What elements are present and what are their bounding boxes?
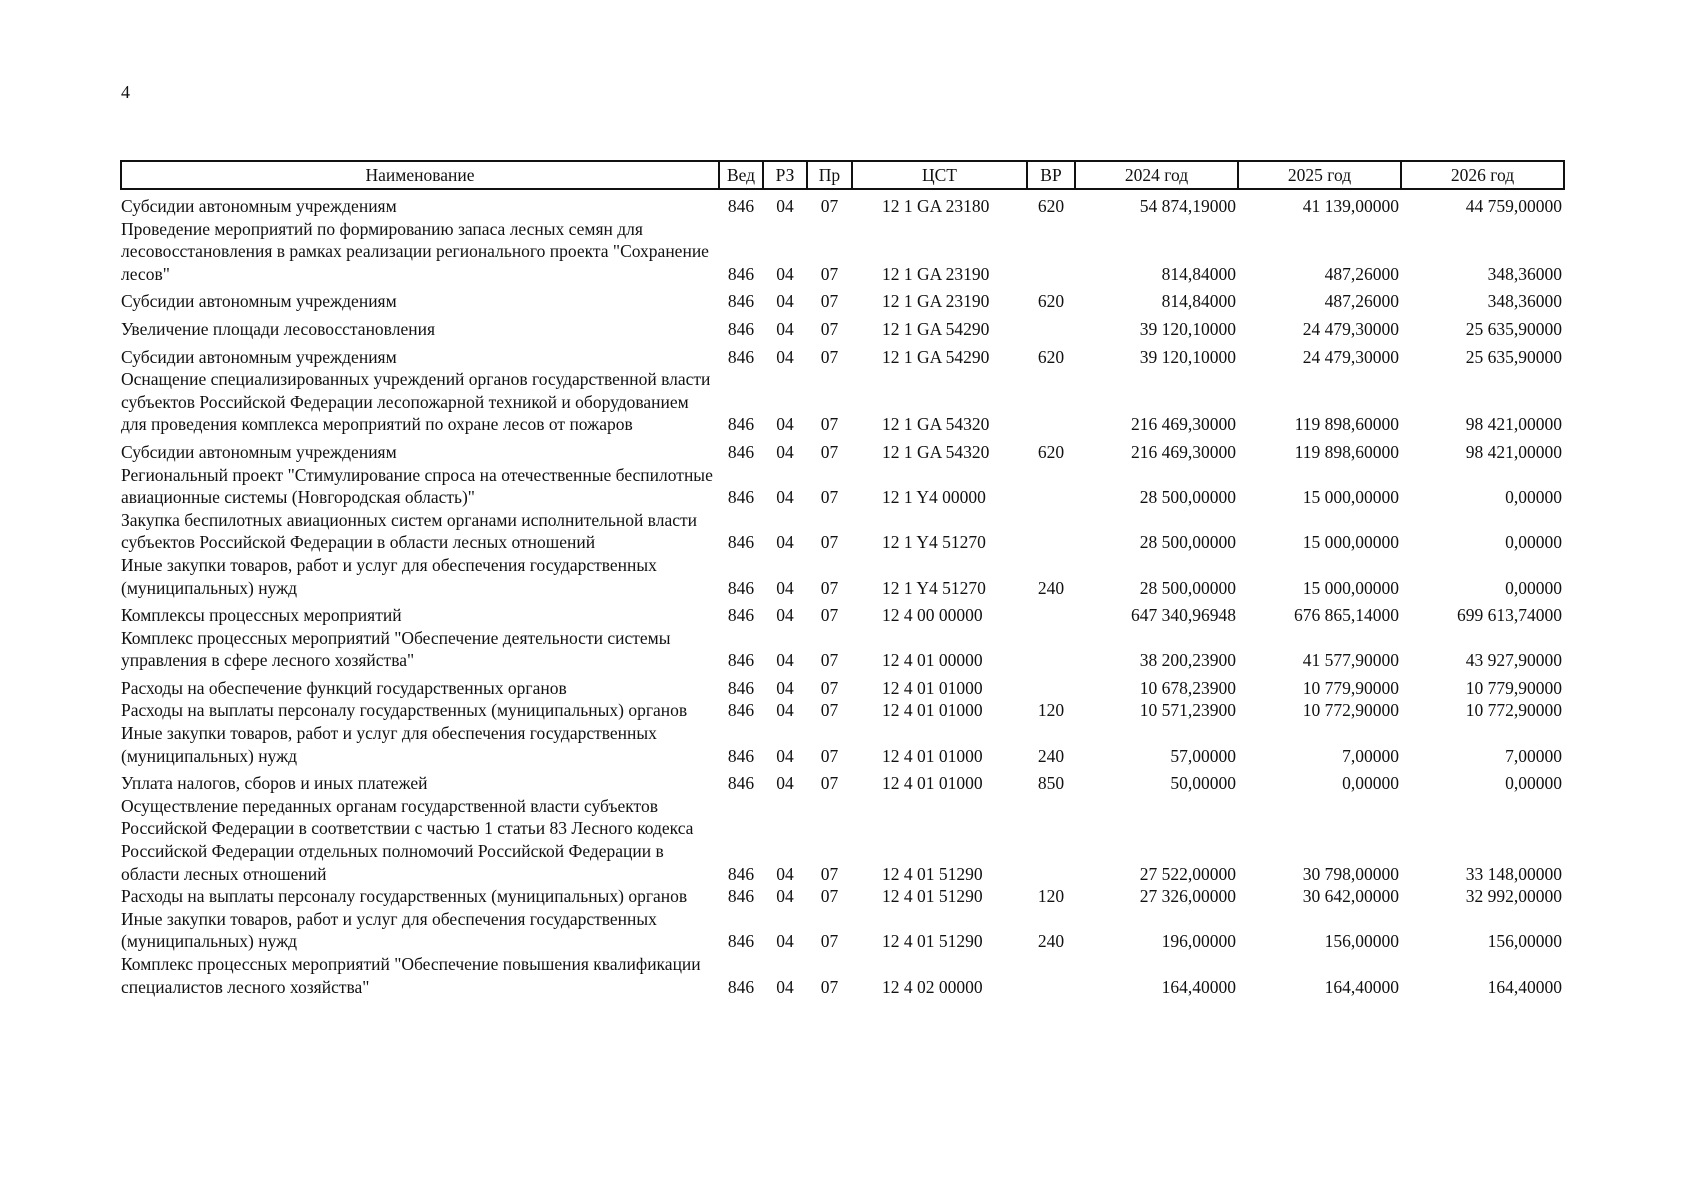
cell-y2025: 24 479,30000 (1302, 346, 1399, 367)
cell-name: Проведение мероприятий по формированию запаса лесных семян для лесовосстановления в рамках реализации регионального проекта "Сохранение лесов" (121, 218, 709, 284)
cell-vr: 240 (1037, 577, 1065, 598)
cell-y2024: 10 678,23900 (1139, 677, 1236, 698)
cell-pr: 07 (820, 346, 839, 367)
cell-y2026: 164,40000 (1487, 976, 1562, 997)
cell-cst: 12 4 00 00000 (882, 605, 983, 626)
cell-vr: 240 (1037, 931, 1065, 952)
cell-y2024: 814,84000 (1161, 263, 1236, 284)
cell-cst: 12 1 GA 54320 (882, 441, 990, 462)
cell-y2025: 41 139,00000 (1302, 196, 1399, 216)
cell-rz: 04 (776, 577, 794, 598)
cell-cst: 12 4 01 01000 (882, 745, 983, 766)
cell-vr: 240 (1037, 745, 1065, 766)
cell-ved: 846 (727, 487, 755, 508)
cell-name: Комплекс процессных мероприятий "Обеспечение повышения квалификации специалистов лесного хозяйства" (121, 954, 701, 997)
table-row (121, 953, 1564, 998)
cell-y2025: 119 898,60000 (1294, 441, 1399, 462)
table-row (121, 464, 1564, 509)
table-body (121, 189, 1564, 998)
cell-rz: 04 (776, 318, 794, 339)
cell-y2025: 164,40000 (1324, 976, 1399, 997)
cell-y2026: 25 635,90000 (1465, 318, 1562, 339)
cell-cst: 12 1 GA 54290 (882, 318, 990, 339)
table-row (121, 908, 1564, 953)
cell-cst: 12 1 GA 23180 (882, 196, 990, 216)
table-row (121, 767, 1564, 795)
cell-y2024: 38 200,23900 (1139, 650, 1236, 671)
cell-ved: 846 (727, 263, 755, 284)
cell-y2026: 0,00000 (1505, 773, 1562, 794)
cell-ved: 846 (727, 650, 755, 671)
cell-y2025: 41 577,90000 (1302, 650, 1399, 671)
cell-y2025: 7,00000 (1342, 745, 1399, 766)
cell-vr (1027, 953, 1075, 998)
cell-y2025: 30 798,00000 (1302, 863, 1399, 884)
cell-ved: 846 (727, 318, 755, 339)
cell-vr (1027, 672, 1075, 700)
cell-y2025: 487,26000 (1324, 263, 1399, 284)
cell-y2025: 15 000,00000 (1302, 532, 1399, 553)
cell-rz: 04 (776, 976, 794, 997)
cell-name: Субсидии автономным учреждениям (121, 346, 397, 367)
cell-cst: 12 1 GA 54320 (882, 414, 990, 435)
cell-y2026: 7,00000 (1505, 745, 1562, 766)
cell-cst: 12 4 02 00000 (882, 976, 983, 997)
cell-y2024: 814,84000 (1161, 291, 1236, 312)
table-row (121, 285, 1564, 313)
cell-cst: 12 4 01 01000 (882, 700, 983, 721)
header-2025: 2025 год (1238, 161, 1401, 189)
table-header-row (121, 161, 1564, 189)
cell-cst: 12 4 01 51290 (882, 886, 983, 907)
cell-y2026: 25 635,90000 (1465, 346, 1562, 367)
cell-name: Закупка беспилотных авиационных систем органами исполнительной власти субъектов Российской Федерации в области лесных отношений (121, 509, 697, 553)
header-pr: Пр (807, 161, 852, 189)
cell-rz: 04 (776, 414, 794, 435)
cell-rz: 04 (776, 346, 794, 367)
cell-rz: 04 (776, 196, 794, 216)
cell-cst: 12 4 01 01000 (882, 773, 983, 794)
cell-vr (1027, 218, 1075, 286)
cell-rz: 04 (776, 532, 794, 553)
cell-pr: 07 (820, 577, 839, 598)
cell-pr: 07 (820, 976, 839, 997)
cell-y2025: 0,00000 (1342, 773, 1399, 794)
cell-ved: 846 (727, 773, 755, 794)
cell-pr: 07 (820, 863, 839, 884)
cell-y2026: 44 759,00000 (1465, 196, 1562, 216)
cell-y2024: 57,00000 (1170, 745, 1236, 766)
cell-y2026: 0,00000 (1505, 487, 1562, 508)
cell-ved: 846 (727, 886, 755, 907)
cell-name: Расходы на выплаты персоналу государственных (муниципальных) органов (121, 886, 688, 907)
cell-y2025: 30 642,00000 (1302, 886, 1399, 907)
cell-name: Субсидии автономным учреждениям (121, 441, 397, 462)
table-row (121, 509, 1564, 554)
table-row (121, 313, 1564, 341)
cell-cst: 12 1 GA 54290 (882, 346, 990, 367)
cell-y2026: 348,36000 (1487, 291, 1562, 312)
cell-vr (1027, 795, 1075, 885)
header-vr: ВР (1027, 161, 1075, 189)
cell-vr (1027, 627, 1075, 672)
cell-rz: 04 (776, 487, 794, 508)
table-row (121, 218, 1564, 286)
cell-y2024: 39 120,10000 (1139, 346, 1236, 367)
cell-pr: 07 (820, 487, 839, 508)
cell-name: Расходы на обеспечение функций государственных органов (121, 677, 567, 698)
cell-y2024: 216 469,30000 (1131, 441, 1236, 462)
cell-y2024: 647 340,96948 (1131, 605, 1236, 626)
cell-y2025: 15 000,00000 (1302, 577, 1399, 598)
cell-ved: 846 (727, 863, 755, 884)
header-rz: РЗ (763, 161, 807, 189)
cell-y2025: 10 772,90000 (1302, 700, 1399, 721)
cell-name: Субсидии автономным учреждениям (121, 291, 397, 312)
cell-ved: 846 (727, 577, 755, 598)
cell-rz: 04 (776, 931, 794, 952)
cell-cst: 12 1 Y4 51270 (882, 532, 986, 553)
cell-ved: 846 (727, 677, 755, 698)
table-row (121, 368, 1564, 436)
cell-ved: 846 (727, 414, 755, 435)
cell-ved: 846 (727, 196, 755, 216)
cell-ved: 846 (727, 976, 755, 997)
cell-vr: 120 (1037, 886, 1065, 907)
cell-cst: 12 1 Y4 51270 (882, 577, 986, 598)
cell-pr: 07 (820, 196, 839, 216)
cell-name: Осуществление переданных органам государственной власти субъектов Российской Федерации в соответствии с частью 1 статьи 83 Лесного кодекса Российской Федерации отдельных полномочий Российской Федерации в области лесных отношений (121, 795, 694, 884)
cell-rz: 04 (776, 745, 794, 766)
cell-pr: 07 (820, 605, 839, 626)
cell-name: Иные закупки товаров, работ и услуг для обеспечения государственных (муниципальных) нужд (121, 908, 657, 952)
cell-y2026: 10 779,90000 (1465, 677, 1562, 698)
cell-y2025: 156,00000 (1324, 931, 1399, 952)
cell-rz: 04 (776, 605, 794, 626)
cell-ved: 846 (727, 346, 755, 367)
cell-name: Увеличение площади лесовосстановления (121, 318, 435, 339)
cell-vr (1027, 509, 1075, 554)
cell-y2025: 676 865,14000 (1294, 605, 1399, 626)
cell-vr (1027, 599, 1075, 627)
cell-name: Комплекс процессных мероприятий "Обеспечение деятельности системы управления в сфере лесного хозяйства" (121, 627, 671, 671)
cell-ved: 846 (727, 931, 755, 952)
header-2026: 2026 год (1401, 161, 1564, 189)
cell-vr (1027, 313, 1075, 341)
table-row (121, 341, 1564, 369)
cell-pr: 07 (820, 414, 839, 435)
cell-y2025: 15 000,00000 (1302, 487, 1399, 508)
cell-y2026: 43 927,90000 (1465, 650, 1562, 671)
cell-ved: 846 (727, 532, 755, 553)
table-row (121, 627, 1564, 672)
cell-vr: 620 (1037, 441, 1065, 462)
cell-pr: 07 (820, 773, 839, 794)
cell-pr: 07 (820, 263, 839, 284)
header-cst: ЦСТ (852, 161, 1027, 189)
cell-vr: 850 (1037, 773, 1065, 794)
cell-cst: 12 4 01 51290 (882, 931, 983, 952)
cell-y2024: 27 522,00000 (1139, 863, 1236, 884)
cell-pr: 07 (820, 650, 839, 671)
cell-y2026: 0,00000 (1505, 532, 1562, 553)
cell-pr: 07 (820, 532, 839, 553)
cell-y2026: 32 992,00000 (1465, 886, 1562, 907)
cell-rz: 04 (776, 650, 794, 671)
cell-rz: 04 (776, 441, 794, 462)
cell-vr (1027, 464, 1075, 509)
header-2024: 2024 год (1075, 161, 1238, 189)
cell-pr: 07 (820, 318, 839, 339)
cell-rz: 04 (776, 886, 794, 907)
cell-pr: 07 (820, 291, 839, 312)
table-row (121, 699, 1564, 722)
cell-cst: 12 1 GA 23190 (882, 263, 990, 284)
table-row (121, 672, 1564, 700)
cell-pr: 07 (820, 677, 839, 698)
cell-ved: 846 (727, 700, 755, 721)
page-number: 4 (121, 82, 130, 102)
cell-ved: 846 (727, 291, 755, 312)
table-row (121, 599, 1564, 627)
cell-y2025: 487,26000 (1324, 291, 1399, 312)
cell-name: Иные закупки товаров, работ и услуг для обеспечения государственных (муниципальных) нужд (121, 554, 657, 598)
cell-ved: 846 (727, 745, 755, 766)
cell-rz: 04 (776, 263, 794, 284)
cell-vr: 620 (1037, 196, 1065, 216)
cell-y2025: 119 898,60000 (1294, 414, 1399, 435)
cell-y2024: 28 500,00000 (1139, 532, 1236, 553)
cell-vr: 620 (1037, 346, 1065, 367)
cell-y2026: 10 772,90000 (1465, 700, 1562, 721)
cell-y2026: 699 613,74000 (1457, 605, 1562, 626)
cell-pr: 07 (820, 700, 839, 721)
header-ved: Вед (719, 161, 763, 189)
cell-y2024: 164,40000 (1161, 976, 1236, 997)
cell-y2024: 196,00000 (1161, 931, 1236, 952)
cell-pr: 07 (820, 441, 839, 462)
table-row (121, 189, 1564, 218)
cell-cst: 12 4 01 00000 (882, 650, 983, 671)
cell-pr: 07 (820, 886, 839, 907)
cell-rz: 04 (776, 700, 794, 721)
budget-table (120, 160, 1565, 998)
cell-y2026: 348,36000 (1487, 263, 1562, 284)
cell-y2024: 216 469,30000 (1131, 414, 1236, 435)
cell-y2024: 10 571,23900 (1139, 700, 1236, 721)
table-row (121, 885, 1564, 908)
cell-y2025: 10 779,90000 (1302, 677, 1399, 698)
cell-y2026: 98 421,00000 (1465, 414, 1562, 435)
cell-name: Комплексы процессных мероприятий (121, 605, 402, 626)
cell-pr: 07 (820, 931, 839, 952)
cell-y2024: 39 120,10000 (1139, 318, 1236, 339)
cell-y2024: 28 500,00000 (1139, 577, 1236, 598)
cell-y2024: 54 874,19000 (1139, 196, 1236, 216)
cell-name: Иные закупки товаров, работ и услуг для обеспечения государственных (муниципальных) нужд (121, 723, 657, 766)
cell-rz: 04 (776, 773, 794, 794)
cell-vr (1027, 368, 1075, 436)
table-row (121, 795, 1564, 885)
cell-vr: 620 (1037, 291, 1065, 312)
cell-y2026: 156,00000 (1487, 931, 1562, 952)
cell-pr: 07 (820, 745, 839, 766)
cell-ved: 846 (727, 605, 755, 626)
cell-ved: 846 (727, 441, 755, 462)
cell-cst: 12 1 Y4 00000 (882, 487, 986, 508)
cell-name: Уплата налогов, сборов и иных платежей (121, 773, 428, 794)
cell-y2024: 50,00000 (1170, 773, 1236, 794)
cell-y2026: 98 421,00000 (1465, 441, 1562, 462)
cell-y2025: 24 479,30000 (1302, 318, 1399, 339)
cell-name: Субсидии автономным учреждениям (121, 196, 397, 216)
cell-cst: 12 4 01 51290 (882, 863, 983, 884)
cell-name: Региональный проект "Стимулирование спроса на отечественные беспилотные авиационные системы (Новгородская область)" (121, 464, 713, 508)
cell-rz: 04 (776, 863, 794, 884)
table-row (121, 722, 1564, 767)
table-row (121, 436, 1564, 464)
cell-y2024: 28 500,00000 (1139, 487, 1236, 508)
cell-name: Оснащение специализированных учреждений органов государственной власти субъектов Российской Федерации лесопожарной техникой и оборудованием для проведения комплекса мероприятий по охране лесов от пожаров (121, 369, 711, 435)
cell-y2024: 27 326,00000 (1139, 886, 1236, 907)
table-row (121, 554, 1564, 599)
cell-rz: 04 (776, 677, 794, 698)
cell-vr: 120 (1037, 700, 1065, 721)
cell-name: Расходы на выплаты персоналу государственных (муниципальных) органов (121, 700, 688, 721)
cell-y2026: 33 148,00000 (1465, 863, 1562, 884)
cell-cst: 12 1 GA 23190 (882, 291, 990, 312)
cell-y2026: 0,00000 (1505, 577, 1562, 598)
cell-rz: 04 (776, 291, 794, 312)
header-name: Наименование (121, 161, 719, 189)
cell-cst: 12 4 01 01000 (882, 677, 983, 698)
